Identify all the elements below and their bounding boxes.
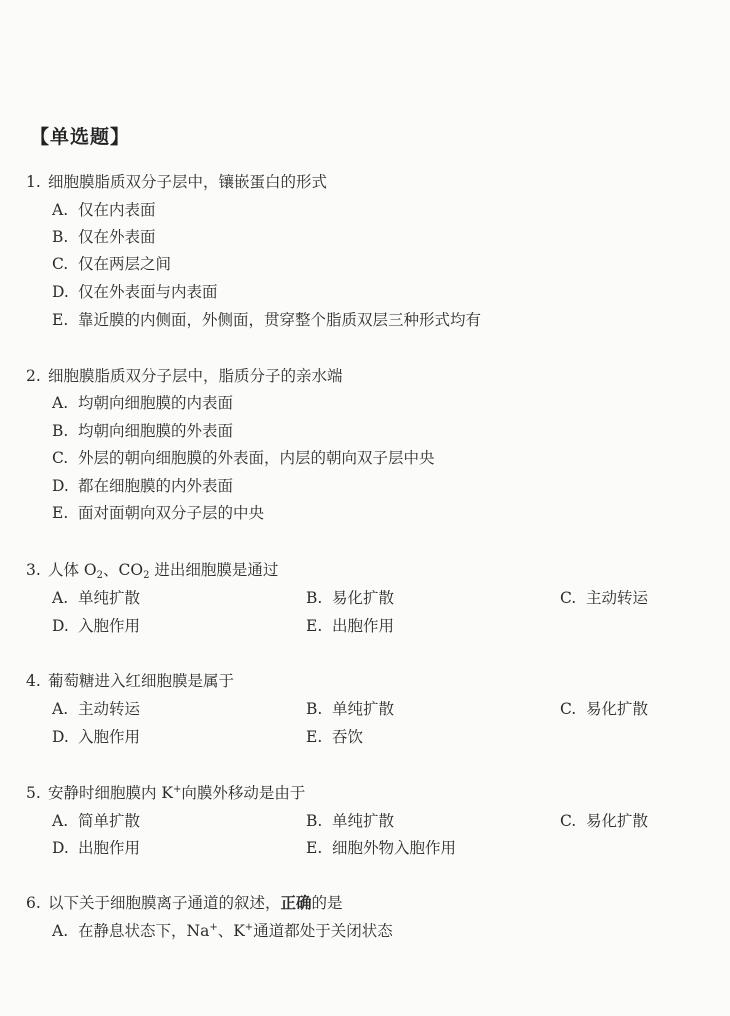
question-number: 3. [26, 561, 41, 579]
stem-text: 细胞膜脂质双分子层中，镶嵌蛋白的形式 [48, 173, 328, 191]
question-stem [26, 781, 305, 803]
question-stem [26, 558, 278, 581]
question-stem [26, 669, 234, 691]
option-d: D. 入胞作用 [52, 617, 141, 635]
question-number: 1. [26, 173, 41, 191]
option-a: A. 在静息状态下，Na+、K+通道都处于关闭状态 [52, 922, 393, 940]
question-number: 6. [26, 894, 41, 912]
option-d: D. 仅在外表面与内表面 [52, 283, 218, 301]
option-c: C. 主动转运 [560, 589, 649, 607]
option-b: B. 易化扩散 [306, 589, 395, 607]
option-b: B. 单纯扩散 [306, 700, 395, 718]
option-a: A. 仅在内表面 [52, 201, 156, 219]
section-title: 【单选题】 [30, 126, 131, 148]
stem-text: 安静时细胞膜内 K+向膜外移动是由于 [48, 784, 306, 802]
option-b: B. 均朝向细胞膜的外表面 [52, 422, 234, 440]
question-stem [26, 891, 343, 913]
emphasis-text: 正确 [280, 894, 312, 912]
stem-text: 人体 $O_2$、$CO_2$ 进出细胞膜是通过 [48, 561, 279, 581]
option-c: C. 仅在两层之间 [52, 255, 172, 273]
question-stem [26, 170, 327, 192]
question-number: 2. [26, 367, 41, 385]
question-stem [26, 364, 343, 386]
option-d: D. 出胞作用 [52, 839, 141, 857]
question-number: 4. [26, 672, 41, 690]
option-c: C. 易化扩散 [560, 812, 649, 830]
question-number: 5. [26, 784, 41, 802]
option-a: A. 单纯扩散 [52, 589, 141, 607]
option-d: D. 都在细胞膜的内外表面 [52, 477, 234, 495]
option-a: A. 主动转运 [52, 700, 141, 718]
option-a: A. 简单扩散 [52, 812, 141, 830]
option-c: C. 外层的朝向细胞膜的外表面，内层的朝向双子层中央 [52, 449, 435, 467]
option-e: E. 面对面朝向双分子层的中央 [52, 504, 265, 522]
option-e: E. 吞饮 [306, 728, 364, 746]
option-e: E. 细胞外物入胞作用 [306, 839, 457, 857]
option-b: B. 单纯扩散 [306, 812, 395, 830]
stem-text: 细胞膜脂质双分子层中，脂质分子的亲水端 [48, 367, 343, 385]
option-e: E. 出胞作用 [306, 617, 395, 635]
stem-text: 以下关于细胞膜离子通道的叙述，正确的是 [48, 894, 343, 912]
stem-text: 葡萄糖进入红细胞膜是属于 [48, 672, 235, 690]
option-a: A. 均朝向细胞膜的内表面 [52, 394, 234, 412]
option-e: E. 靠近膜的内侧面，外侧面，贯穿整个脂质双层三种形式均有 [52, 311, 482, 329]
option-d: D. 入胞作用 [52, 728, 141, 746]
option-c: C. 易化扩散 [560, 700, 649, 718]
option-b: B. 仅在外表面 [52, 228, 156, 246]
